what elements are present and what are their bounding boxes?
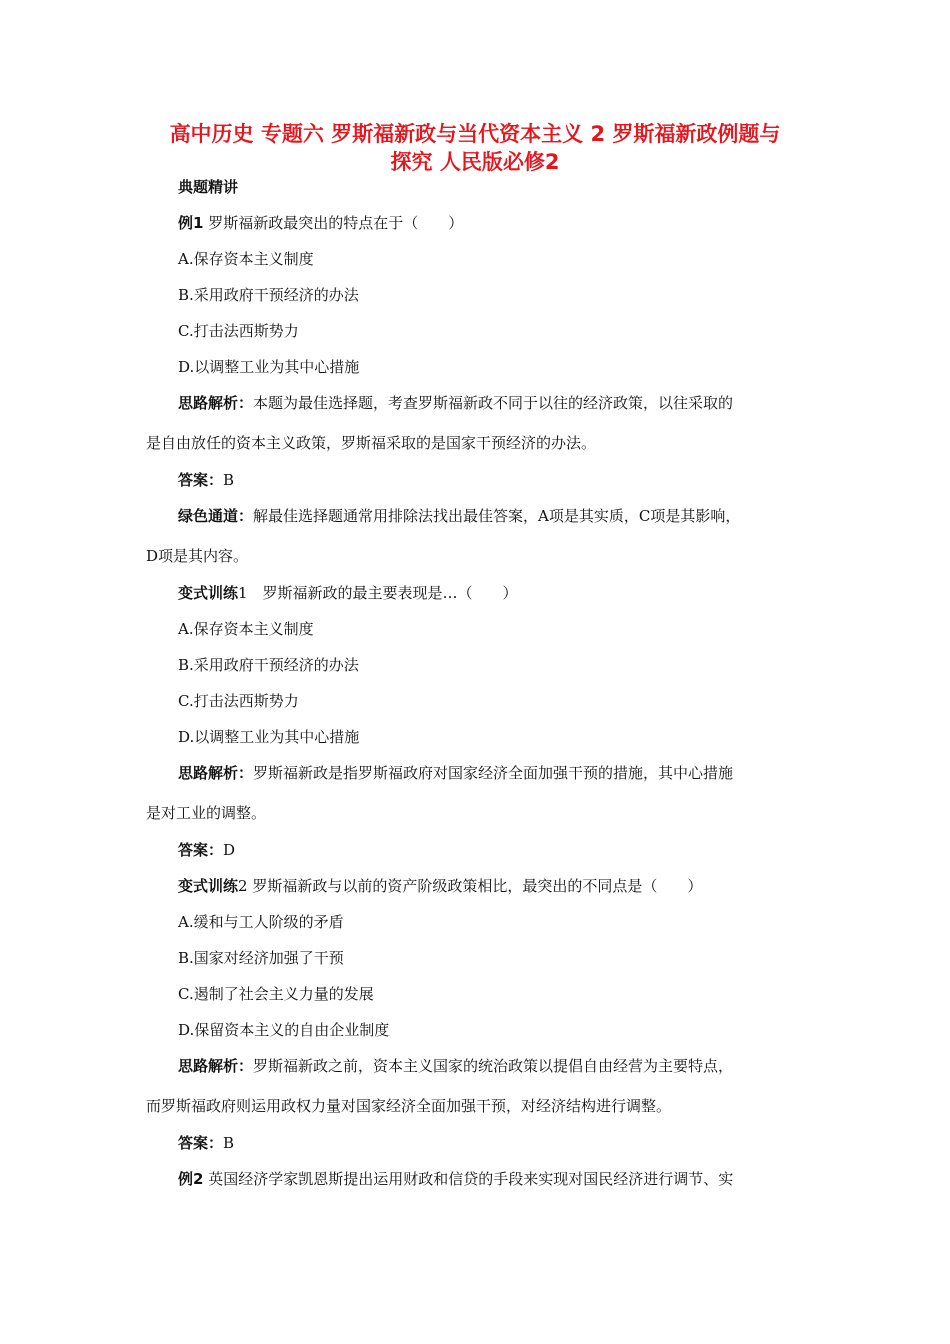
example-1-green-channel-cont: D项是其内容。 bbox=[146, 547, 249, 565]
example-1-option-b: B.采用政府干预经济的办法 bbox=[178, 286, 359, 304]
analysis-text: 罗斯福新政是指罗斯福政府对国家经济全面加强干预的措施，其中心措施 bbox=[253, 764, 734, 782]
variant-2-label: 变式训练 bbox=[178, 877, 239, 895]
variant-2-question-text: 2 罗斯福新政与以前的资产阶级政策相比，最突出的不同点是（ ） bbox=[238, 877, 703, 895]
analysis-text: 罗斯福新政之前，资本主义国家的统治政策以提倡自由经营为主要特点， bbox=[253, 1057, 734, 1075]
example-1-green-channel bbox=[178, 506, 740, 526]
answer-label: 答案： bbox=[178, 1134, 224, 1152]
answer-label: 答案： bbox=[178, 471, 224, 489]
answer-value: D bbox=[223, 841, 236, 859]
analysis-text: 本题为最佳选择题，考查罗斯福新政不同于以往的经济政策，以往采取的 bbox=[253, 394, 734, 412]
variant-2-option-a: A.缓和与工人阶级的矛盾 bbox=[178, 913, 344, 931]
variant-2-analysis-cont: 而罗斯福政府则运用政权力量对国家经济全面加强干预，对经济结构进行调整。 bbox=[146, 1097, 672, 1115]
variant-1-analysis-cont: 是对工业的调整。 bbox=[146, 804, 267, 822]
variant-1-analysis bbox=[178, 763, 733, 783]
section-heading: 典题精讲 bbox=[178, 178, 239, 196]
answer-label: 答案： bbox=[178, 841, 224, 859]
variant-2-question bbox=[178, 876, 702, 896]
example-1-answer bbox=[178, 470, 234, 490]
variant-2-analysis bbox=[178, 1056, 733, 1076]
analysis-label: 思路解析： bbox=[178, 1057, 254, 1075]
example-1-option-c: C.打击法西斯势力 bbox=[178, 322, 299, 340]
answer-value: B bbox=[223, 1134, 235, 1152]
example-1-option-d: D.以调整工业为其中心措施 bbox=[178, 358, 360, 376]
variant-1-option-c: C.打击法西斯势力 bbox=[178, 692, 299, 710]
title-line-1: 高中历史 专题六 罗斯福新政与当代资本主义 2 罗斯福新政例题与 bbox=[169, 122, 781, 146]
variant-1-option-a: A.保存资本主义制度 bbox=[178, 620, 314, 638]
variant-2-option-c: C.遏制了社会主义力量的发展 bbox=[178, 985, 374, 1003]
example-2-question bbox=[178, 1169, 733, 1189]
variant-2-answer bbox=[178, 1133, 234, 1153]
example-2-label: 例2 bbox=[178, 1170, 204, 1188]
example-1-question bbox=[178, 213, 463, 233]
example-1-question-text: 罗斯福新政最突出的特点在于（ ） bbox=[208, 214, 464, 232]
answer-value: B bbox=[223, 471, 235, 489]
variant-1-option-b: B.采用政府干预经济的办法 bbox=[178, 656, 359, 674]
analysis-label: 思路解析： bbox=[178, 764, 254, 782]
analysis-label: 思路解析： bbox=[178, 394, 254, 412]
variant-1-question-text: 1 罗斯福新政的最主要表现是…（ ） bbox=[238, 584, 518, 602]
example-1-analysis-cont: 是自由放任的资本主义政策，罗斯福采取的是国家干预经济的办法。 bbox=[146, 434, 597, 452]
variant-2-option-b: B.国家对经济加强了干预 bbox=[178, 949, 344, 967]
example-1-option-a: A.保存资本主义制度 bbox=[178, 250, 314, 268]
page-title bbox=[130, 120, 820, 176]
green-channel-label: 绿色通道： bbox=[178, 507, 254, 525]
example-2-text: 英国经济学家凯恩斯提出运用财政和信贷的手段来实现对国民经济进行调节、实 bbox=[208, 1170, 734, 1188]
variant-1-option-d: D.以调整工业为其中心措施 bbox=[178, 728, 360, 746]
variant-1-answer bbox=[178, 840, 235, 860]
example-1-label: 例1 bbox=[178, 214, 204, 232]
example-1-analysis bbox=[178, 393, 733, 413]
title-line-2: 探究 人民版必修2 bbox=[390, 150, 560, 174]
variant-1-question bbox=[178, 583, 518, 603]
green-channel-text: 解最佳选择题通常用排除法找出最佳答案，A项是其实质，C项是其影响， bbox=[253, 507, 741, 525]
variant-2-option-d: D.保留资本主义的自由企业制度 bbox=[178, 1021, 390, 1039]
variant-1-label: 变式训练 bbox=[178, 584, 239, 602]
